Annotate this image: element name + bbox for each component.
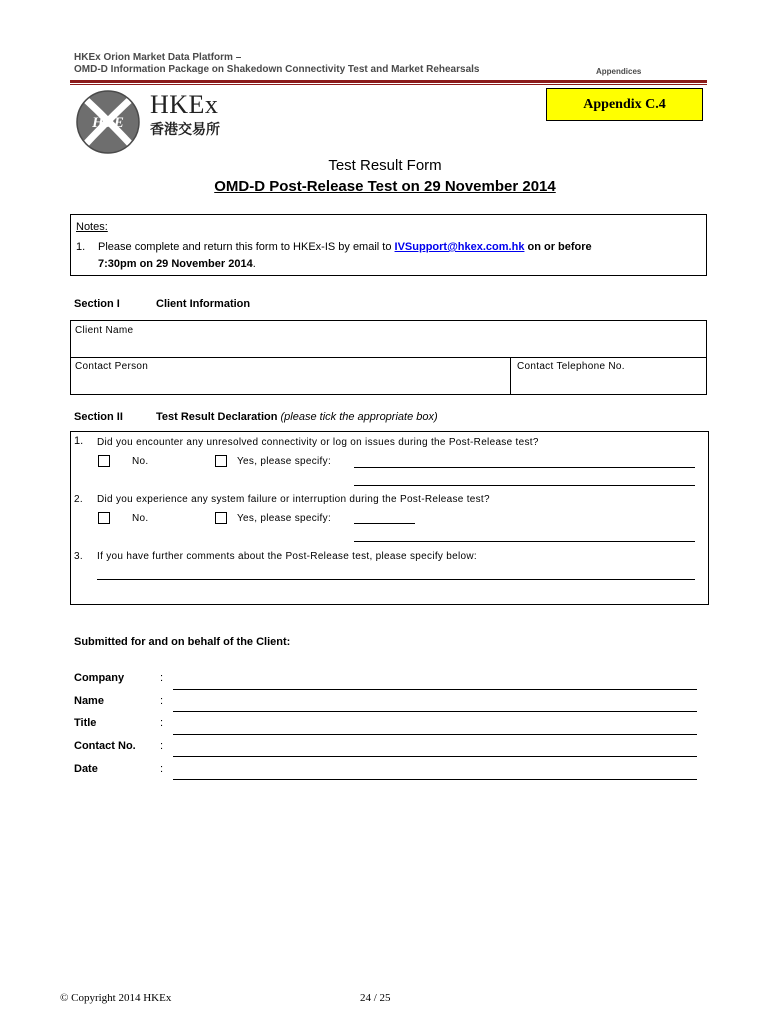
section-2-heading — [156, 411, 438, 423]
name-label: Name — [74, 695, 104, 707]
q1-specify-line-1[interactable] — [354, 467, 695, 468]
header-section-tag: Appendices — [596, 67, 642, 76]
logo-name: HKEx — [150, 90, 219, 119]
section-2-note: (please tick the appropriate box) — [280, 411, 438, 423]
logo-emblem-text: HKE — [92, 115, 124, 131]
notes-text: Please complete and return this form to HKEx-IS by email to — [98, 241, 395, 253]
q1-number: 1. — [74, 435, 84, 447]
contact-person-field[interactable] — [171, 359, 501, 391]
header-rule-thin — [70, 84, 707, 85]
notes-deadline: 7:30pm on 29 November 2014 — [98, 258, 253, 270]
client-name-field[interactable] — [171, 323, 701, 353]
notes-item-line-2 — [98, 258, 256, 270]
q2-no-label: No. — [132, 513, 149, 524]
q3-text: If you have further comments about the Post-Release test, please specify below: — [97, 551, 477, 562]
q2-text: Did you experience any system failure or interruption during the Post-Release test? — [97, 494, 490, 505]
logo-chinese: 香港交易所 — [150, 122, 220, 138]
q2-number: 2. — [74, 494, 83, 505]
q1-no-checkbox[interactable] — [98, 455, 110, 467]
q2-yes-checkbox[interactable] — [215, 512, 227, 524]
form-subtitle: OMD-D Post-Release Test on 29 November 2014 — [214, 178, 556, 195]
company-colon: : — [160, 672, 164, 684]
contact-person-label: Contact Person — [75, 361, 149, 372]
date-field[interactable] — [173, 779, 697, 780]
declaration-box — [70, 431, 709, 605]
section-1-title: Client Information — [156, 298, 251, 310]
company-field[interactable] — [173, 689, 697, 690]
q3-comment-line[interactable] — [97, 579, 695, 580]
contact-no-field[interactable] — [173, 756, 697, 757]
date-label: Date — [74, 763, 98, 775]
title-field[interactable] — [173, 734, 697, 735]
notes-heading: Notes: — [76, 221, 108, 233]
header-line-2: OMD-D Information Package on Shakedown Connectivity Test and Market Rehearsals — [74, 64, 480, 75]
title-colon: : — [160, 717, 164, 729]
q2-specify-line-1[interactable] — [354, 523, 415, 524]
section-1-label: Section I — [74, 298, 120, 310]
q1-text: Did you encounter any unresolved connectivity or log on issues during the Post-Release test? — [97, 437, 539, 448]
submission-heading: Submitted for and on behalf of the Client: — [74, 636, 291, 648]
appendix-label: Appendix C.4 — [546, 88, 703, 121]
q1-no-label: No. — [132, 456, 149, 467]
footer-page-number: 24 / 25 — [360, 992, 391, 1004]
company-label: Company — [74, 672, 125, 684]
q3-number: 3. — [74, 551, 83, 562]
client-name-label: Client Name — [75, 325, 134, 336]
contact-no-label: Contact No. — [74, 740, 136, 752]
title-label: Title — [74, 717, 97, 729]
name-field[interactable] — [173, 711, 697, 712]
q1-yes-label: Yes, please specify: — [237, 456, 332, 467]
notes-box — [70, 214, 707, 276]
name-colon: : — [160, 695, 164, 707]
section-2-title: Test Result Declaration — [156, 411, 278, 423]
footer-copyright: © Copyright 2014 HKEx — [60, 992, 172, 1004]
notes-item-number: 1. — [76, 241, 86, 253]
header-line-1: HKEx Orion Market Data Platform – — [74, 52, 242, 63]
q2-no-checkbox[interactable] — [98, 512, 110, 524]
q2-specify-line-2[interactable] — [354, 541, 695, 542]
notes-period: . — [252, 258, 256, 270]
client-info-table — [70, 320, 707, 395]
contact-phone-field[interactable] — [517, 375, 702, 391]
section-2-label: Section II — [74, 411, 123, 423]
q2-yes-label: Yes, please specify: — [237, 513, 332, 524]
hkex-logo-emblem — [68, 86, 148, 158]
contact-phone-label: Contact Telephone No. — [517, 361, 625, 372]
header-rule — [70, 80, 707, 83]
notes-item-text — [98, 241, 592, 253]
notes-deadline-prefix: on or before — [524, 241, 592, 253]
q1-specify-line-2[interactable] — [354, 485, 695, 486]
form-title: Test Result Form — [328, 157, 442, 174]
email-link[interactable]: IVSupport@hkex.com.hk — [394, 241, 525, 253]
contact-no-colon: : — [160, 740, 164, 752]
q1-yes-checkbox[interactable] — [215, 455, 227, 467]
date-colon: : — [160, 763, 164, 775]
